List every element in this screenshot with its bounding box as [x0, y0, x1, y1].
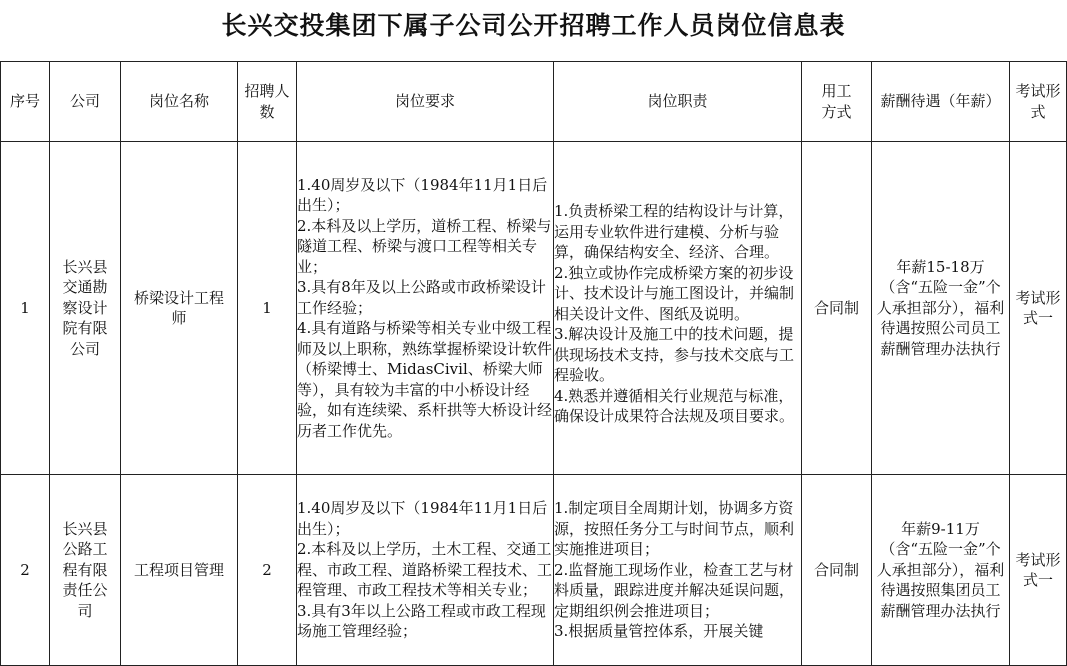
seq-cell: 2 — [1, 475, 50, 666]
requirements-cell — [297, 475, 554, 666]
requirement-item: 4.具有道路与桥梁等相关专业中级工程师及以上职称，熟练掌握桥梁设计软件（桥梁博士、MidasCivil、桥梁大师等），具有较为丰富的中小桥设计经验，如有连续梁、系杆拱等大桥设计经历者工作优先。 — [297, 319, 553, 440]
table-row — [1, 475, 1067, 666]
requirement-item: 3.具有3年以上公路工程或市政工程现场施工管理经验； — [297, 601, 546, 641]
duty-item: 3.解决设计及施工中的技术问题，提供现场技术支持，参与技术交底与工程验收。 — [554, 325, 795, 385]
header-seq: 序号 — [1, 62, 50, 142]
duties-cell — [554, 142, 802, 475]
exam-cell: 考试形式一 — [1010, 475, 1067, 666]
exam-cell: 考试形式一 — [1010, 142, 1067, 475]
header-company: 公司 — [50, 62, 121, 142]
salary-cell: 年薪15-18万（含“五险一金”个人承担部分），福利待遇按照公司员工薪酬管理办法执行 — [872, 142, 1010, 475]
requirement-item: 1.40周岁及以下（1984年11月1日后出生）； — [297, 175, 548, 215]
header-position: 岗位名称 — [121, 62, 238, 142]
employment-cell: 合同制 — [802, 475, 872, 666]
requirement-item: 2.本科及以上学历，土木工程、交通工程、市政工程、道路桥梁工程技术、工程管理、市政工程技术等相关专业； — [297, 540, 553, 600]
company-cell: 长兴县公路工程有限责任公司 — [50, 475, 121, 666]
count-cell: 1 — [238, 142, 297, 475]
duty-item: 3.根据质量管控体系，开展关键 — [554, 622, 764, 641]
table-row — [1, 142, 1067, 475]
requirement-item: 2.本科及以上学历，道桥工程、桥梁与隧道工程、桥梁与渡口工程等相关专业； — [297, 216, 552, 276]
seq-cell: 1 — [1, 142, 50, 475]
duty-item: 1.制定项目全周期计划，协调多方资源，按照任务分工与时间节点，顺利实施推进项目； — [554, 499, 795, 559]
header-row — [1, 62, 1067, 142]
requirement-item: 3.具有8年及以上公路或市政桥梁设计工作经验； — [297, 278, 546, 317]
duty-item: 4.熟悉并遵循相关行业规范与标准，确保设计成果符合法规及项目要求。 — [554, 386, 795, 426]
employment-cell: 合同制 — [802, 142, 872, 475]
header-duties: 岗位职责 — [554, 62, 802, 142]
requirement-item: 1.40周岁及以下（1984年11月1日后出生）； — [297, 499, 548, 538]
duties-cell — [554, 475, 802, 666]
count-cell: 2 — [238, 475, 297, 666]
company-cell: 长兴县交通勘察设计院有限公司 — [50, 142, 121, 475]
header-salary: 薪酬待遇（年薪） — [872, 62, 1010, 142]
requirements-cell — [297, 142, 554, 475]
header-exam: 考试形式 — [1010, 62, 1067, 142]
page-title: 长兴交投集团下属子公司公开招聘工作人员岗位信息表 — [221, 11, 846, 40]
position-cell: 工程项目管理 — [121, 475, 238, 666]
header-employment: 用工方式 — [802, 62, 872, 142]
duty-item: 2.独立或协作完成桥梁方案的初步设计、技术设计与施工图设计，并编制相关设计文件、图纸及说明。 — [554, 263, 795, 323]
job-info-table — [0, 61, 1067, 666]
salary-cell: 年薪9-11万（含“五险一金”个人承担部分），福利待遇按照集团员工薪酬管理办法执行 — [872, 475, 1010, 666]
header-count: 招聘人数 — [238, 62, 297, 142]
header-requirements: 岗位要求 — [297, 62, 554, 142]
duty-item: 2.监督施工现场作业，检查工艺与材料质量，跟踪进度并解决延误问题，定期组织例会推进项目； — [554, 560, 795, 620]
duty-item: 1.负责桥梁工程的结构设计与计算，运用专业软件进行建模、分析与验算，确保结构安全、经济、合理。 — [554, 202, 794, 262]
position-cell: 桥梁设计工程师 — [121, 142, 238, 475]
